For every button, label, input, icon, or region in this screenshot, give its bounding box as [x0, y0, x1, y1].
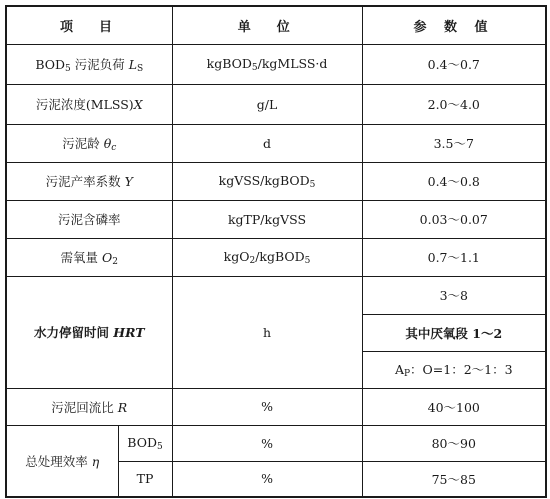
- row-unit: kgO$_2$/kgBOD$_5$: [172, 238, 362, 276]
- row-value: 0.4～0.7: [362, 44, 546, 84]
- row-sublabel: $BOD_5$: [118, 425, 172, 461]
- row-label: 污泥含磷率: [6, 200, 172, 238]
- row-value: 3～8: [362, 276, 546, 314]
- row-value: 75～85: [362, 461, 546, 497]
- header-row: [6, 6, 546, 44]
- header-item: 项 目: [6, 6, 172, 44]
- table-row: [6, 425, 546, 461]
- row-unit: kgBOD$_5$/kgMLSS·d: [172, 44, 362, 84]
- row-unit: %: [172, 388, 362, 425]
- table-row: [6, 200, 546, 238]
- row-label: 污泥龄 $\theta_c$: [6, 124, 172, 162]
- row-label: $BOD_5$ 污泥负荷 $L_S$: [6, 44, 172, 84]
- row-value: 其中厌氧段 1～2: [362, 314, 546, 351]
- table-row: [6, 388, 546, 425]
- row-unit: %: [172, 461, 362, 497]
- row-unit: kgTP/kgVSS: [172, 200, 362, 238]
- row-value: $A_P$：O=1：2～1：3: [362, 351, 546, 388]
- row-unit: h: [172, 276, 362, 388]
- table-row: [6, 84, 546, 124]
- row-sublabel: TP: [118, 461, 172, 497]
- table-row: [6, 238, 546, 276]
- row-label: 总处理效率 η: [6, 425, 118, 497]
- row-value: 3.5～7: [362, 124, 546, 162]
- row-value: 0.4～0.8: [362, 162, 546, 200]
- row-label: 污泥回流比 R: [6, 388, 172, 425]
- table-row: [6, 124, 546, 162]
- header-value: 参 数 值: [362, 6, 546, 44]
- parameter-table: [5, 5, 547, 498]
- row-value: 0.03～0.07: [362, 200, 546, 238]
- table-row: [6, 276, 546, 314]
- row-value: 80～90: [362, 425, 546, 461]
- row-value: 0.7～1.1: [362, 238, 546, 276]
- row-label: 需氧量 $O_2$: [6, 238, 172, 276]
- table-row: [6, 162, 546, 200]
- table-row: [6, 44, 546, 84]
- row-label: 水力停留时间 HRT: [6, 276, 172, 388]
- row-unit: kgVSS/kgBOD$_5$: [172, 162, 362, 200]
- row-label: 污泥浓度(MLSS)X: [6, 84, 172, 124]
- header-unit: 单 位: [172, 6, 362, 44]
- row-unit: d: [172, 124, 362, 162]
- row-label: 污泥产率系数 Y: [6, 162, 172, 200]
- row-value: 40～100: [362, 388, 546, 425]
- row-unit: %: [172, 425, 362, 461]
- row-unit: g/L: [172, 84, 362, 124]
- row-value: 2.0～4.0: [362, 84, 546, 124]
